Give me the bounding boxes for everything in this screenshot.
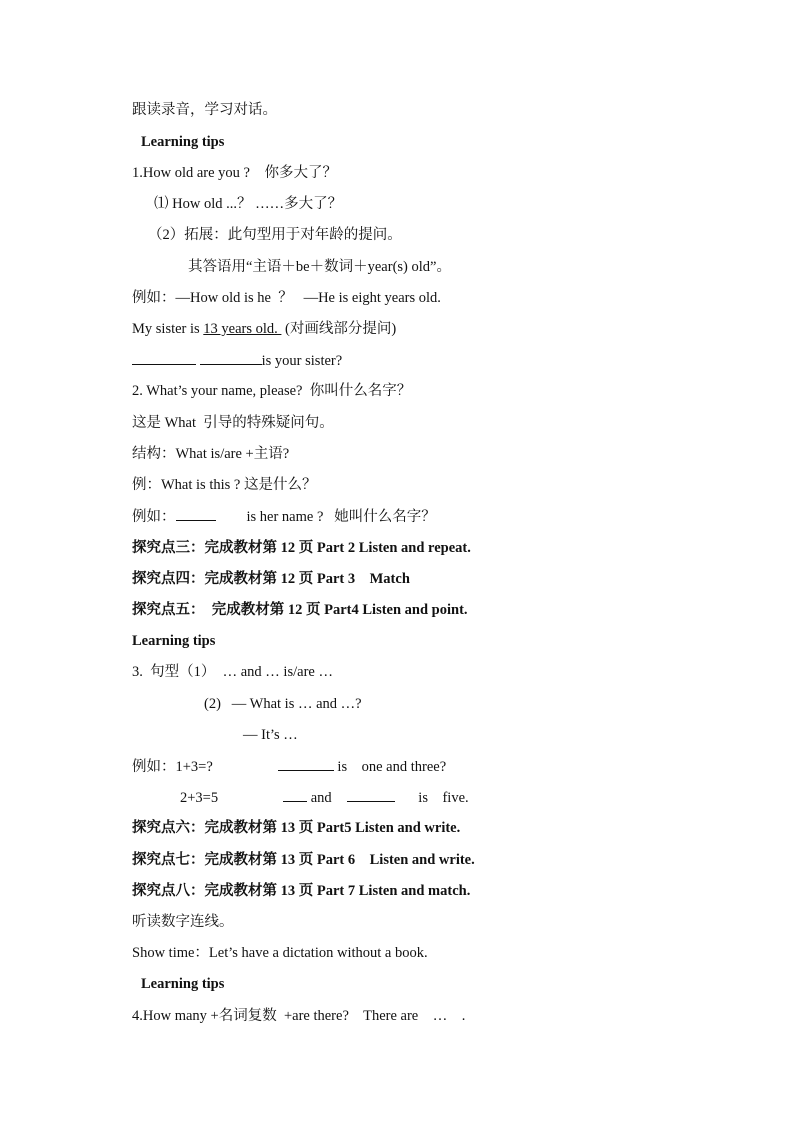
example-how-old: 例如：—How old is he ？ —He is eight years old. [132,290,441,306]
tip-1-question: 1.How old are you ? 你多大了？ [132,165,337,181]
answer-blank[interactable] [347,787,395,802]
math-equation: 2+3=5 [180,790,219,806]
tip-3-pattern-2-answer: — It’s … [243,727,298,743]
question-tail: is your sister? [261,353,343,369]
math-answer-tail: is five. [418,790,469,806]
tip-3-pattern-2: (2) — What is … and …? [204,696,362,712]
explore-point-4: 探究点四：完成教材第 12 页 Part 3 Match [132,571,410,587]
answer-blank[interactable] [176,506,216,521]
example-prefix: 例如： [132,509,176,525]
math-equation: 例如：1+3=? [132,759,213,775]
tip-4-pattern: 4.How many +名词复数 +are there? There are … . [132,1008,466,1024]
learning-tips-heading: Learning tips [132,633,216,649]
intro-instruction: 跟读录音，学习对话。 [132,102,277,118]
tip-1-sub-1: ⑴ How old ...？ ……多大了？ [154,196,343,212]
math-question: is one and three? [333,759,447,775]
tip-2-structure: 结构：What is/are +主语? [132,446,290,462]
answer-blank[interactable] [132,350,196,365]
tip-2-explanation: 这是 What 引导的特殊疑问句。 [132,415,334,431]
tip-2-question: 2. What’s your name, please? 你叫什么名字？ [132,383,412,399]
explore-point-7: 探究点七：完成教材第 13 页 Part 6 Listen and write. [132,852,475,868]
underlined-answer: 13 years old. [203,321,282,337]
and-word: and [307,790,336,806]
answer-blank[interactable] [200,350,262,365]
exercise-text: My sister is [132,321,204,337]
answer-blank[interactable] [283,787,307,802]
tip-1-sub-2: （2）拓展：此句型用于对年龄的提问。 [148,227,402,243]
example-question: is her name ? 她叫什么名字？ [246,509,436,525]
learning-tips-heading: Learning tips [141,134,225,150]
listen-match-instruction: 听读数字连线。 [132,914,234,930]
show-time: Show time：Let’s have a dictation without a book. [132,945,428,961]
explore-point-6: 探究点六：完成教材第 13 页 Part5 Listen and write. [132,820,461,836]
explore-point-3: 探究点三：完成教材第 12 页 Part 2 Listen and repeat. [132,540,471,556]
tip-2-example: 例：What is this ? 这是什么？ [132,477,317,493]
exercise-sister-age [132,319,396,339]
math-example-2 [180,787,469,808]
tip-3-pattern-1: 3. 句型（1） … and … is/are … [132,664,333,680]
answer-blank[interactable] [278,756,334,771]
tip-2-fill-example [132,506,436,527]
exercise-fill-question [132,350,342,371]
tip-1-answer-structure: 其答语用“主语＋be＋数词＋year(s) old”。 [188,259,451,275]
explore-point-8: 探究点八：完成教材第 13 页 Part 7 Listen and match. [132,883,471,899]
exercise-note: (对画线部分提问) [281,321,397,337]
learning-tips-heading: Learning tips [141,976,225,992]
math-example-1 [132,756,446,777]
explore-point-5: 探究点五： 完成教材第 12 页 Part4 Listen and point. [132,602,468,618]
